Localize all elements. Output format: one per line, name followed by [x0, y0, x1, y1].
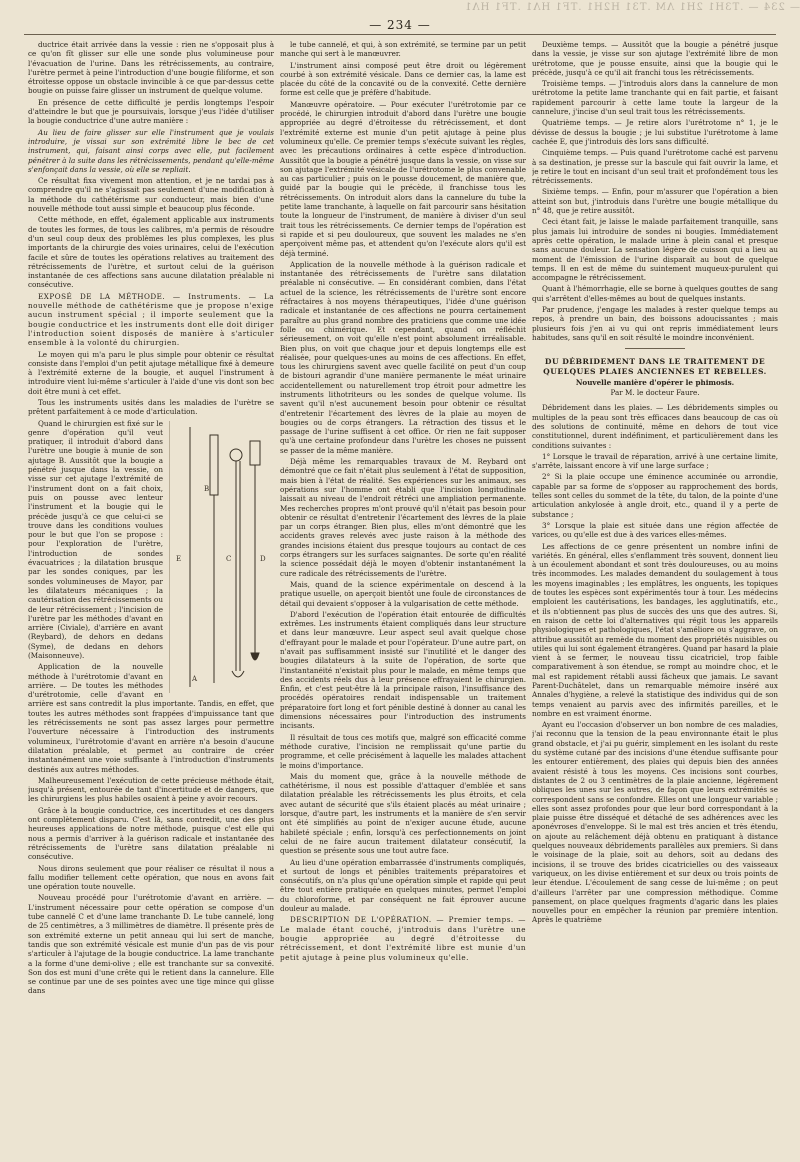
section-divider — [625, 348, 685, 349]
col1-paragraph: En présence de cette difficulté je perdis longtemps l'espoir d'atteindre le but que je poursuivais, lorsque j'eus l'idée d'utiliser la bougie conductrice d'une autre manière : — [28, 97, 274, 126]
col3-paragraph: Troisième temps. — J'introduis alors dans la cannelure de mon urétrotome la petite lame tranchante qui en fait partie, et faisant rapidement parcourir à cette lame toute la largeur de la cannelure, j'incise d'un seul trait tous les rétrécissements. — [532, 79, 778, 117]
section-heading: DU DÉBRIDEMENT DANS LE TRAITEMENT DE QUELQUES PLAIES ANCIENNES ET REBELLES. — [543, 357, 767, 376]
fig-label-b: B — [204, 484, 210, 493]
column-2 — [280, 40, 526, 1152]
fig-label-a: A — [192, 674, 198, 683]
col3-paragraph: Cinquième temps. — Puis quand l'urétrotome caché est parvenu à sa destination, je presse sur la bascule qui fait ouvrir la lame, et je retire le tout en incisant d'un seul trait et profondément tous les rétrécissements. — [532, 148, 778, 186]
col1-paragraph: Cette méthode, en effet, également applicable aux instruments de toutes les formes, de tous les calibres, m'a permis de résoudre d'un seul coup deux des problèmes les plus complexes, les plus importants de la chirurgie des voies urinaires, celui de l'exécution facile et sûre de toutes les opérations relatives au traitement des rétrécissements de l'urètre, et surtout celui de la guérison instantanée de ces affections sans aucune dilatation préalable ni consécutive. — [28, 215, 274, 290]
fig-label-e: E — [176, 554, 182, 563]
tube-tip — [232, 671, 244, 677]
col2-paragraph: Mais du moment que, grâce à la nouvelle méthode de cathétérisme, il nous est possible d'attaquer d'emblée et sans dilatation préalable les rétrécissements les plus étroits, et cela avec autant de sécurité que s'ils étaient placés au méat urinaire ; lorsque, d'autre part, les instruments et la manière de s'en servir ont été simplifiés au point de n'exiger aucune étude, aucune habileté spéciale ; enfin, lorsqu'à ces perfectionnements on joint celui de ne faire aucun traitement dilatateur consécutif, la question se présente sous une tout autre face. — [280, 771, 526, 856]
blade-d — [251, 653, 259, 660]
fig-label-d: D — [260, 554, 266, 563]
col3-paragraph: 3° Lorsque la plaie est située dans une région affectée de varices, ou qu'elle est due à des varices elles-mêmes. — [532, 520, 778, 540]
col2-paragraph: Mais, quand de la science expérimentale on descend à la pratique usuelle, on aperçoit bientôt une foule de circonstances de détail qui devaient s'opposer à la vulgarisation de cette méthode. — [280, 579, 526, 608]
col3-paragraph: Quatrième temps. — Je retire alors l'urétrotome n° 1, je le dévisse de dessus la bougie ; je lui substitue l'urétrotome à lame cachée E, que j'introduis dès lors sans difficulté. — [532, 118, 778, 146]
page-number-header: — 234 — — [369, 18, 431, 32]
col1-paragraph: EXPOSÉ DE LA MÉTHODE. — Instruments. — La nouvelle méthode de cathétérisme que je propose n'exige aucun instrument spécial ; il importe seulement que la bougie conductrice et les instruments dont elle doit diriger l'introduction soient disposés de manière à s'articuler ensemble à la volonté du chirurgien. — [28, 291, 274, 348]
instrument-figure — [169, 421, 274, 693]
col3-paragraph: Deuxième temps. — Aussitôt que la bougie a pénétré jusque dans la vessie, je visse sur son ajutage l'extrémité libre de mon urétrotome, que je pousse ensuite, ainsi que la bougie qui le précède, jusqu'à ce qu'il ait franchi tous les rétrécissements. — [532, 40, 778, 77]
col1-paragraph: Grâce à la bougie conductrice, ces incertitudes et ces dangers ont complètement disparu. C'est là, sans contredit, une des plus heureuses applications de notre méthode, puisque c'est elle qui nous a permis d'arriver à la guérison radicale et instantanée des rétrécissements de l'urètre sans dilatation préalable ni consécutive. — [28, 805, 274, 862]
col3-paragraph: Débridement dans les plaies. — Les débridements simples ou multiples de la peau sont très efficaces dans beaucoup de cas où des solutions de continuité, même en dehors de tout vice constitutionnel, durent indéfiniment, et particulièrement dans les conditions suivantes : — [532, 403, 778, 450]
col1-paragraph: Malheureusement l'exécution de cette précieuse méthode était, jusqu'à présent, entourée de tant d'incertitude et de dangers, que les chirurgiens les plus habiles osaient à peine y avoir recours. — [28, 775, 274, 804]
section-subheading: Nouvelle manière d'opérer le phimosis. — [575, 377, 735, 387]
col2-paragraph: Au lieu d'une opération embarrassée d'instruments compliqués, et surtout de longs et pénibles traitements préparatoires et consécutifs, on n'a plus qu'une opération simple et rapide qui peut être tout entière pratiquée en quelques minutes, permet l'emploi du chloroforme, et par conséquent ne fait éprouver aucune douleur au malade. — [280, 857, 526, 914]
column-1 — [28, 40, 274, 1152]
col1-paragraph: Quand le chirurgien est fixé sur le genre d'opération qu'il veut pratiquer, il introduit d'abord dans l'urètre une bougie à munie de son ajutage B. Aussitôt que la bougie a pénétré jusque dans la vessie, on visse sur cet ajutage l'extrémité de l'instrument dont on a fait choix, puis on pousse avec lenteur l'instrument et la bougie qui le précède jusqu'à ce que celui-ci se trouve dans les conditions voulues pour le but que l'on se propose : pour l'exploration de l'urètre, l'introduction de sondes évacuatrices ; la dilatation brusque par les sondes coniques, par les sondes volumineuses de Mayor, par les dilatateurs mécaniques ; la cautérisation des rétrécissements ou de leur rétrécissement ; l'incision de l'urètre par les méthodes d'avant en arrière (Civiale), d'arrière en avant (Reybard), de dehors en dedans (Syme), de dedans en dehors (Maisonneuve). — [28, 418, 163, 660]
col1-paragraph: Au lieu de faire glisser sur elle l'instrument que je voulais introduire, je vissai sur son extrémité libre le bec de cet instrument, qui, faisant ainsi corps avec elle, put facilement pénétrer à la suite dans les rétrécissements, pendant qu'elle-même s'enfonçait dans la vessie, où elle se repliait. — [28, 127, 274, 174]
article-author: Par M. le docteur Faure. — [610, 388, 700, 398]
header-rule — [24, 34, 776, 35]
column-3 — [532, 40, 778, 1152]
bleed-through-text: — 234 — .T3H1 2H1 ΛМ .T31 H2H1 .TF1 HΛ1 .TF1 HΛ1 — [464, 2, 800, 13]
col3-paragraph: Sixième temps. — Enfin, pour m'assurer que l'opération a bien atteint son but, j'introduis dans l'urètre une bougie métallique du n° 48, que je retire aussitôt. — [532, 187, 778, 216]
col3-paragraph: 2° Si la plaie occupe une éminence accuminée ou arrondie, capable par sa forme de s'opposer au rapprochement des bords, telles sont celles du sommet de la tête, du talon, de la pointe d'une articulation ankylosée à angle droit, etc., quand il y a perte de substance ; — [532, 472, 778, 519]
col1-paragraph: Le moyen qui m'a paru le plus simple pour obtenir ce résultat consiste dans l'emploi d'un petit ajutage métallique fixé à demeure à l'extrémité externe de la bougie, et auquel l'instrument à introduire vient lui-même s'articuler à l'aide d'une vis dont son bec doit être muni à cet effet. — [28, 349, 274, 396]
col1-paragraph: Application de la nouvelle méthode à l'urétrotomie d'avant en arrière. — De toutes les méthodes d'urétrotomie, celle d'avant en arrière est sans contredit la plus importante. Tandis, en effet, que toutes les autres méthodes sont frappées d'impuissance tant que les rétrécissements ne sont pas assez larges pour permettre l'ouverture nécessaire à l'introduction des instruments volumineux, l'urétrotomie d'avant en arrière n'a besoin d'aucune dilatation préalable, et permet au contraire de créer instantanément une voie suffisante à l'introduction d'instruments destinés aux autres méthodes. — [28, 662, 274, 774]
col3-paragraph: Quant à l'hémorrhagie, elle se borne à quelques gouttes de sang qui s'arrêtent d'elles-mêmes au bout de quelques instants. — [532, 284, 778, 303]
col3-paragraph: 1° Lorsque le travail de réparation, arrivé à une certaine limite, s'arrête, laissant encore à vif une large surface ; — [532, 451, 778, 471]
fig-label-c: C — [226, 554, 232, 563]
col3-paragraph: Ceci étant fait, je laisse le malade parfaitement tranquille, sans plus jamais lui introduire de sondes ni bougies. Immédiatement après cette opération, le malade urine à plein canal et presque sans aucune douleur. La sensation légère de cuisson qui a lieu au moment de l'émission de l'urine disparaît au bout de quelque temps. Il en est de même du suintement muqueux-purulent qui accompagne le rétrécissement. — [532, 217, 778, 283]
col2-paragraph: le tube cannelé, et qui, à son extrémité, se termine par un petit manche qui sert à le manœuvrer. — [280, 40, 526, 59]
col1-paragraph: Nous dirons seulement que pour réaliser ce résultat il nous a fallu modifier tellement cette opération, que nous en avons fait une opération toute nouvelle. — [28, 863, 274, 892]
col2-paragraph: D'abord l'exécution de l'opération était entourée de difficultés extrêmes. Les instruments étaient compliqués dans leur structure et dans leur manœuvre. Leur aspect seul avait quelque chose d'effrayant pour le malade et pour l'opérateur. D'une autre part, on n'avait pas suffisamment insisté sur l'inutilité et le danger des bougies dilatateurs à la suite de l'opération, de sorte que l'instantanéité n'existait plus pour le malade, en même temps que des accidents réels dus à leur présence effrayaient le chirurgien. Enfin, et c'est peut-être là la principale raison, l'insuffisance des procédés opératoires rendait indispensable un traitement préparatoire fort long et fort pénible destiné à donner au canal les dimensions nécessaires pour l'introduction des instruments incisants. — [280, 609, 526, 731]
col2-paragraph: L'instrument ainsi composé peut être droit ou légèrement courbé à son extrémité vésicale. Dans ce dernier cas, la lame est placée du côté de la concavité ou de la convexité. Cette dernière forme est celle que je préfère d'habitude. — [280, 60, 526, 98]
col2-paragraph: Déjà même les remarquables travaux de M. Reybard ont démontré que ce fait n'était plus seulement à l'état de supposition, mais bien à l'état de réalité. Ses expériences sur les animaux, ses opérations sur l'homme ont établi que l'incision longitudinale laissait au niveau de l'endroit rétréci une ampliation permanente. Mes recherches propres m'ont prouvé qu'il n'était pas besoin pour obtenir ce résultat d'entretenir l'écartement des lèvres de la plaie par un corps étranger. Bien plus, elles m'ont démontré que les accidents graves relevés avec juste raison à la méthode des grandes incisions étaient dus presque toujours au contact de ces corps étrangers sur les surfaces saignantes. De sorte qu'en réalité la science possédait déjà le moyen d'obtenir instantanément la cure radicale des rétrécissements de l'urètre. — [280, 457, 526, 578]
col2-paragraph: DESCRIPTION DE L'OPÉRATION. — Premier temps. — Le malade étant couché, j'introduis dans l'urètre une bougie appropriée au degré d'étroitesse du rétrécissement, et dont l'extrémité libre est munie d'un petit ajutage à peine plus volumineux qu'elle. — [280, 915, 526, 962]
col2-paragraph: Il résultait de tous ces motifs que, malgré son efficacité comme méthode curative, l'incision ne remplissait qu'une partie du programme, et celle précisément à laquelle les malades attachent le moins d'importance. — [280, 732, 526, 770]
col2-paragraph: Application de la nouvelle méthode à la guérison radicale et instantanée des rétrécissements de l'urètre sans dilatation préalable ni consécutive. — En considérant combien, dans l'état actuel de la science, les rétrécissements de l'urètre sont encore réfractaires à nos moyens thérapeutiques, l'idée d'une guérison radicale et instantanée de ces affections ne pourra certainement paraître au plus grand nombre des praticiens que comme une idée folle ou chimérique. Et cependant, quand on réfléchit sérieusement, on voit qu'elle n'est point absolument irréalisable. Bien plus, on voit que chaque jour et depuis longtemps elle est réalisée, pour quelques-unes au moins de ces affections. En effet, tous les chirurgiens savent avec quelle facilité on peut d'un coup de bistouri agrandir d'une manière permanente le méat urinaire accidentellement ou naturellement trop étroit pour admettre les instruments lithotriteurs ou les sondes de quelque volume. Ils savent qu'il n'est aucunement besoin pour obtenir ce résultat d'entretenir l'écartement des lèvres de la plaie au moyen de bougies ou de corps étrangers. La rétraction des tissus et le passage de l'urine suffisent à cet office. Or rien ne fait supposer qu'à une certaine profondeur dans l'urètre les choses ne puissent se passer de la même manière. — [280, 259, 526, 455]
col1-paragraph: Nouveau procédé pour l'urétrotomie d'avant en arrière. — L'instrument nécessaire pour cette opération se compose d'un tube cannelé C et d'une lame tranchante D. Le tube cannelé, long de 25 centimètres, a 3 millimètres de diamètre. Il présente près de son extrémité externe un petit anneau qui lui sert de manche, tandis que son extrémité vésicale est munie d'un pas de vis pour s'articuler à l'ajutage de la bougie conductrice. La lame tranchante a la forme d'une demi-olive ; elle est tranchante sur sa convexité. Son dos est muni d'une crête qui le retient dans la cannelure. Elle se continue par une de ses pointes avec une tige mince qui glisse dans — [28, 893, 274, 996]
col1-paragraph: Tous les instruments usités dans les maladies de l'urètre se prêtent parfaitement à ce mode d'articulation. — [28, 397, 274, 417]
col2-paragraph: Manœuvre opératoire. — Pour exécuter l'urétrotomie par ce procédé, le chirurgien introduit d'abord dans l'urètre une bougie appropriée au degré d'étroitesse du rétrécissement, et dont l'extrémité externe est munie d'un petit ajutage à peine plus volumineux qu'elle. Ce premier temps s'exécute suivant les règles, avec les précautions ordinaires à cette espèce d'introduction. Aussitôt que la bougie a pénétré jusque dans la vessie, on visse sur son ajutage l'extrémité vésicale de l'urétrotome le plus convenable au cas particulier ; puis on le pousse doucement, de manière que, guidé par la bougie qui le précède, il franchisse tous les rétrécissements. On introduit alors dans la cannelure du tube la petite lame tranchante, à laquelle on fait parcourir sans hésitation toute la longueur de l'instrument, de manière à diviser d'un seul trait tous les rétrécissements. Ce dernier temps de l'opération est si rapide et si peu douloureux, que souvent les malades ne s'en aperçoivent même pas, et attendent qu'on l'exécute alors qu'il est déjà terminé. — [280, 99, 526, 258]
col3-paragraph: Par prudence, j'engage les malades à rester quelque temps au repos, à prendre un bain, des boissons adoucissantes ; mais plusieurs fois j'en ai vu qui ont repris immédiatement leurs habitudes, sans qu'il en soit résulté le moindre inconvénient. — [532, 305, 778, 342]
col3-paragraph: Les affections de ce genre présentent un nombre infini de variétés. En général, elles s'enflamment très souvent, donnent lieu à un écoulement abondant et sont très douloureuses, ou au moins très incommodes. Les malades demandent du soulagement à tous les moyens imaginables ; les emplâtres, les onguents, les topiques de toutes les espèces sont expérimentés tour à tour. Les médecins emploient les cautérisations, les bandages, les agglutinatifs, etc., et ils n'obtiennent pas plus de succès des uns que des autres. Si, en raison de cette loi d'alternatives qui régit tous les appareils physiologiques et pathologiques, l'état s'améliore ou s'aggrave, on attribue aussitôt au remède du moment des propriétés nuisibles ou utiles qui lui sont également étrangères. Quand par hasard la plaie vient à se fermer, le nouveau tissu cicatriciel, trop faible comparativement à son étendue, se rompt au moindre choc, et le mal est rapidement rétabli aussi fâcheux que jamais. Le savant Parent-Duchâtelet, dans un remarquable mémoire inséré aux Annales d'hygiène, a relevé la statistique des individus qui de son temps venaient au parvis avec des infirmités pareilles, et le nombre en est vraiment énorme. — [532, 541, 778, 718]
ring-handle-c — [230, 449, 242, 461]
col1-paragraph: ductrice était arrivée dans la vessie : rien ne s'opposait plus à ce qu'on fît glisser sur elle une sonde plus volumineuse pour l'évacuation de l'urine. Dans les rétrécissements, au contraire, l'urètre permet à peine l'introduction d'une bougie filiforme, et son étroitesse oppose un obstacle invincible à ce que par-dessus cette bougie on puisse faire glisser un instrument de quelque volume. — [28, 40, 274, 96]
col3-paragraph: Ayant eu l'occasion d'observer un bon nombre de ces maladies, j'ai reconnu que la tension de la peau environnante était le plus grand obstacle, et j'ai pu guérir, simplement en les isolant du reste du système cutané par des incisions d'une étendue suffisante pour les entourer entièrement, des plaies qui depuis bien des années avaient résisté à tous les moyens. Ces incisions sont courbes, distantes de 2 ou 3 centimètres de la plaie ancienne, légèrement obliques les unes sur les autres, de façon que leurs extrémités se correspondent sans se confondre. Elles ont une longueur variable ; elles sont assez profondes pour que leur bord correspondant à la plaie puisse être disséqué et détaché de ses adhérences avec les aponévroses d'enveloppe. Si le mal est très ancien et très étendu, on ajoute au relâchement déjà obtenu en pratiquant à distance quelques nouveaux débridements parallèles aux premiers. Si dans le voisinage de la plaie, soit au dehors, soit au dedans des incisions, il se trouve des brides cicatricielles ou des vaisseaux variqueux, on les divise entièrement et sur deux ou trois points de leur étendue. L'écoulement de sang cesse de lui-même ; on peut d'ailleurs l'arrêter par une compression méthodique. Comme pansement, on place quelques fragments d'agaric dans les plaies nouvelles pour en empêcher la réunion par première intention. Après le quatrième — [532, 720, 778, 925]
ajutage-b — [210, 435, 218, 495]
blade-handle-d — [250, 441, 260, 465]
urethrotome-illustration — [170, 421, 274, 693]
col1-paragraph: Ce résultat fixa vivement mon attention, et je ne tardai pas à comprendre qu'il ne s'agissait pas seulement d'une modification à la méthode du cathétérisme sur conducteur, mais bien d'une nouvelle méthode tout aussi simple et beaucoup plus féconde. — [28, 176, 274, 214]
